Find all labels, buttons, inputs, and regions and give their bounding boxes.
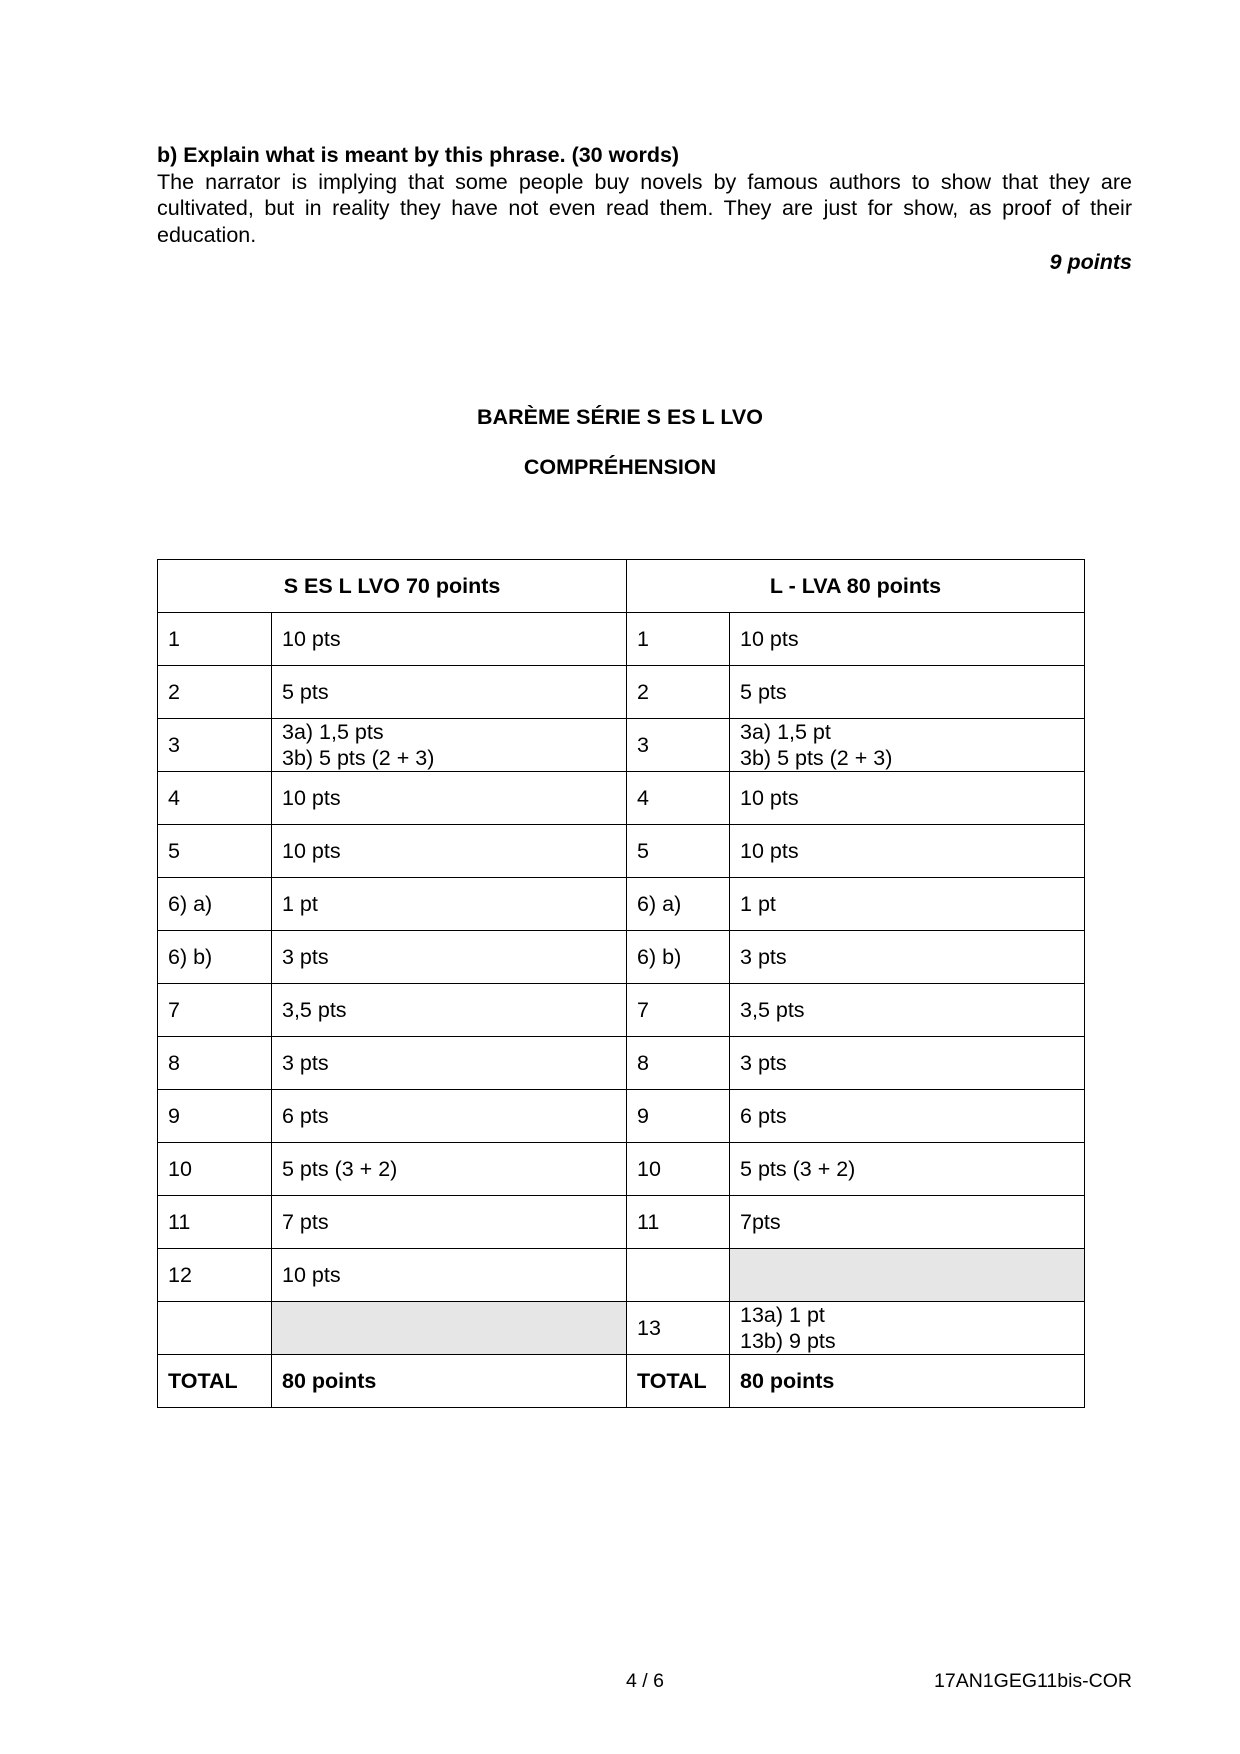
table-header-row [158, 560, 1085, 613]
right-question: 13 [627, 1302, 730, 1355]
header-left: S ES L LVO 70 points [158, 560, 627, 613]
left-question: 1 [158, 613, 272, 666]
right-points-line: 3a) 1,5 pt [740, 720, 831, 744]
left-total-label: TOTAL [158, 1355, 272, 1408]
bareme-table [157, 559, 1085, 1408]
right-points: 5 pts [730, 666, 1085, 719]
left-question: 4 [158, 772, 272, 825]
right-points [730, 719, 1085, 772]
left-points: 7 pts [272, 1196, 627, 1249]
left-question: 9 [158, 1090, 272, 1143]
left-points: 10 pts [272, 1249, 627, 1302]
right-question: 2 [627, 666, 730, 719]
table-row [158, 1302, 1085, 1355]
left-points-empty [272, 1302, 627, 1355]
page-number: 4 / 6 [626, 1670, 664, 1692]
left-points: 1 pt [272, 878, 627, 931]
left-question: 8 [158, 1037, 272, 1090]
left-points: 5 pts [272, 666, 627, 719]
right-question: 8 [627, 1037, 730, 1090]
left-total-value: 80 points [272, 1355, 627, 1408]
left-question: 6) b) [158, 931, 272, 984]
right-points: 10 pts [730, 825, 1085, 878]
right-points-line: 3b) 5 pts (2 + 3) [740, 746, 893, 770]
right-points [730, 1302, 1085, 1355]
left-points: 3,5 pts [272, 984, 627, 1037]
table-row [158, 1196, 1085, 1249]
right-question: 10 [627, 1143, 730, 1196]
table-row [158, 931, 1085, 984]
right-total-label: TOTAL [627, 1355, 730, 1408]
table-row [158, 878, 1085, 931]
left-question: 11 [158, 1196, 272, 1249]
left-points: 10 pts [272, 613, 627, 666]
question-title: b) Explain what is meant by this phrase. (30 words) [157, 143, 680, 167]
left-points: 6 pts [272, 1090, 627, 1143]
left-question: 7 [158, 984, 272, 1037]
right-question: 5 [627, 825, 730, 878]
document-code: 17AN1GEG11bis-COR [934, 1670, 1132, 1692]
right-question: 7 [627, 984, 730, 1037]
right-points-empty [730, 1249, 1085, 1302]
left-question: 6) a) [158, 878, 272, 931]
comprehension-heading: COMPRÉHENSION [523, 455, 717, 479]
left-points: 10 pts [272, 825, 627, 878]
table-row [158, 1037, 1085, 1090]
right-points-line: 13b) 9 pts [740, 1329, 836, 1353]
right-question: 6) a) [627, 878, 730, 931]
left-question: 5 [158, 825, 272, 878]
question-answer: The narrator is implying that some people buy novels by famous authors to show that they are cultivated, but in reality they have not even read them. They are just for show, as proof of their education. [157, 169, 1132, 247]
left-question: 10 [158, 1143, 272, 1196]
left-points-line: 3a) 1,5 pts [282, 720, 384, 744]
right-points: 1 pt [730, 878, 1085, 931]
bareme-heading: BARÈME SÉRIE S ES L LVO [477, 405, 763, 429]
right-points: 5 pts (3 + 2) [730, 1143, 1085, 1196]
table-row [158, 1090, 1085, 1143]
right-points: 6 pts [730, 1090, 1085, 1143]
total-row [158, 1355, 1085, 1408]
question-block [157, 142, 1132, 276]
right-question [627, 1249, 730, 1302]
right-question: 1 [627, 613, 730, 666]
table-row [158, 666, 1085, 719]
right-points: 10 pts [730, 613, 1085, 666]
left-points [272, 719, 627, 772]
left-points: 10 pts [272, 772, 627, 825]
table-row [158, 984, 1085, 1037]
left-points: 3 pts [272, 1037, 627, 1090]
left-points-line: 3b) 5 pts (2 + 3) [282, 746, 435, 770]
right-points-line: 13a) 1 pt [740, 1303, 825, 1327]
left-question: 12 [158, 1249, 272, 1302]
right-points: 3,5 pts [730, 984, 1085, 1037]
left-points: 3 pts [272, 931, 627, 984]
table-row [158, 825, 1085, 878]
right-points: 3 pts [730, 1037, 1085, 1090]
right-question: 11 [627, 1196, 730, 1249]
table-row [158, 1143, 1085, 1196]
left-points: 5 pts (3 + 2) [272, 1143, 627, 1196]
right-question: 9 [627, 1090, 730, 1143]
right-points: 10 pts [730, 772, 1085, 825]
right-question: 3 [627, 719, 730, 772]
left-question: 2 [158, 666, 272, 719]
question-points: 9 points [1049, 250, 1132, 274]
right-total-value: 80 points [730, 1355, 1085, 1408]
left-question: 3 [158, 719, 272, 772]
right-question: 6) b) [627, 931, 730, 984]
table-row [158, 1249, 1085, 1302]
right-question: 4 [627, 772, 730, 825]
right-points: 7pts [730, 1196, 1085, 1249]
left-question [158, 1302, 272, 1355]
header-right: L - LVA 80 points [627, 560, 1085, 613]
table-row [158, 613, 1085, 666]
table-row [158, 772, 1085, 825]
table-row [158, 719, 1085, 772]
right-points: 3 pts [730, 931, 1085, 984]
